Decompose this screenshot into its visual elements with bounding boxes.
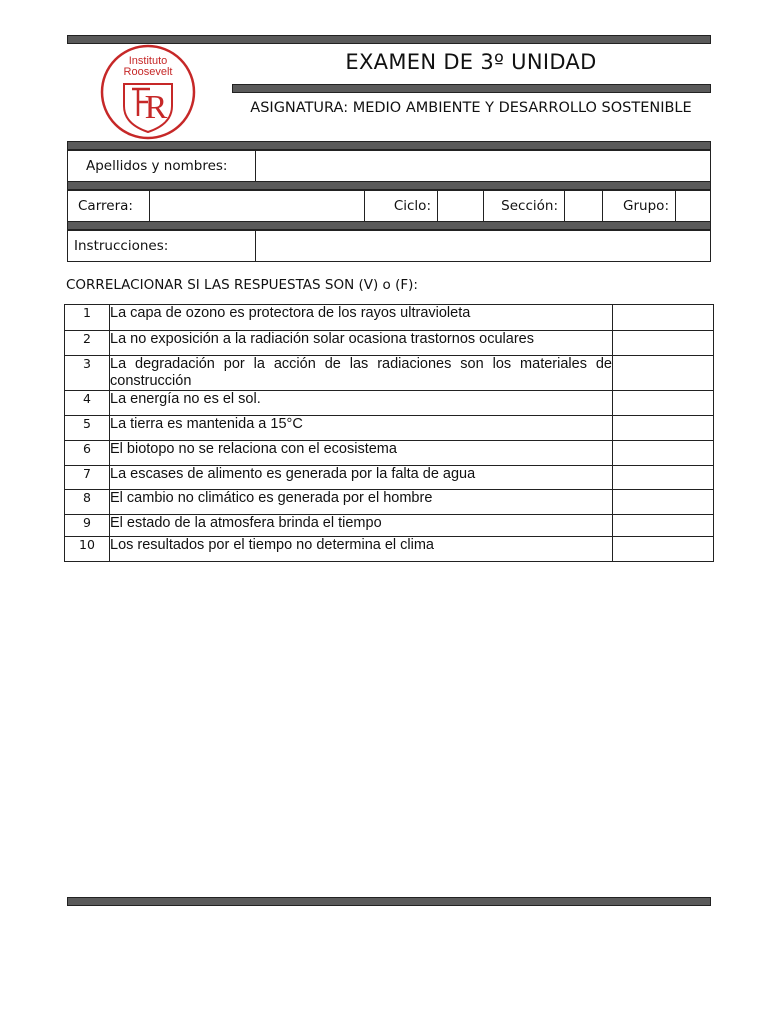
question-number: 6: [65, 441, 110, 466]
career-label: Carrera:: [78, 198, 133, 214]
section-label: Sección:: [501, 198, 558, 214]
answer-cell[interactable]: [613, 490, 714, 515]
answer-cell[interactable]: [613, 391, 714, 416]
question-row: [65, 416, 714, 441]
question-number: 4: [65, 391, 110, 416]
question-number: 3: [65, 356, 110, 391]
instructions-row: [67, 230, 711, 262]
answer-cell[interactable]: [613, 356, 714, 391]
answer-cell[interactable]: [613, 416, 714, 441]
question-row: [65, 305, 714, 331]
question-number: 8: [65, 490, 110, 515]
question-row: [65, 466, 714, 490]
exam-title: EXAMEN DE 3º UNIDAD: [345, 50, 597, 74]
institute-logo: [98, 44, 198, 140]
question-row: [65, 515, 714, 537]
question-number: 9: [65, 515, 110, 537]
cycle-label: Ciclo:: [393, 198, 431, 214]
instructions-label: Instrucciones:: [74, 238, 169, 254]
question-number: 7: [65, 466, 110, 490]
title-rule: [232, 84, 711, 93]
logo-monogram: R: [144, 89, 168, 126]
names-field[interactable]: [256, 151, 710, 181]
answer-cell[interactable]: [613, 305, 714, 331]
bottom-rule: [67, 897, 711, 906]
question-row: [65, 441, 714, 466]
group-field[interactable]: [676, 191, 710, 221]
cycle-field[interactable]: [438, 191, 483, 221]
answer-cell[interactable]: [613, 537, 714, 562]
question-text: La degradación por la acción de las radiaciones son los materiales de construcción: [110, 356, 612, 389]
question-text: Los resultados por el tiempo no determina el clima: [110, 537, 613, 562]
question-row: [65, 537, 714, 562]
career-field[interactable]: [150, 191, 364, 221]
names-label: Apellidos y nombres:: [86, 158, 228, 174]
instructions-field[interactable]: [256, 231, 710, 261]
question-row: [65, 356, 714, 391]
question-row: [65, 490, 714, 515]
question-text: El estado de la atmosfera brinda el tiempo: [110, 515, 613, 537]
question-text: La no exposición a la radiación solar ocasiona trastornos oculares: [110, 331, 613, 356]
questions-table: [64, 304, 714, 562]
subject-title: ASIGNATURA: MEDIO AMBIENTE Y DESARROLLO SOSTENIBLE: [250, 100, 692, 116]
answer-cell[interactable]: [613, 331, 714, 356]
career-row: [67, 190, 711, 222]
question-text: La escases de alimento es generada por la falta de agua: [110, 466, 613, 490]
question-number: 5: [65, 416, 110, 441]
question-text: La energía no es el sol.: [110, 391, 613, 416]
answer-cell[interactable]: [613, 515, 714, 537]
instruction-text: CORRELACIONAR SI LAS RESPUESTAS SON (V) o (F):: [66, 277, 418, 293]
form-rule-1: [67, 141, 711, 150]
top-rule: [67, 35, 711, 44]
question-text: La capa de ozono es protectora de los rayos ultravioleta: [110, 305, 613, 331]
logo-text-line2: Roosevelt: [123, 66, 173, 78]
question-text: El biotopo no se relaciona con el ecosistema: [110, 441, 613, 466]
names-row: [67, 150, 711, 182]
answer-cell[interactable]: [613, 466, 714, 490]
question-number: 10: [65, 537, 110, 562]
question-row: [65, 331, 714, 356]
question-text: La tierra es mantenida a 15°C: [110, 416, 613, 441]
form-rule-2: [67, 181, 711, 190]
question-number: 1: [65, 305, 110, 331]
logo-text-line1: Instituto: [128, 55, 168, 67]
section-field[interactable]: [565, 191, 602, 221]
form-rule-3: [67, 221, 711, 230]
question-text: El cambio no climático es generada por el hombre: [110, 490, 613, 515]
answer-cell[interactable]: [613, 441, 714, 466]
question-number: 2: [65, 331, 110, 356]
question-row: [65, 391, 714, 416]
group-label: Grupo:: [623, 198, 669, 214]
